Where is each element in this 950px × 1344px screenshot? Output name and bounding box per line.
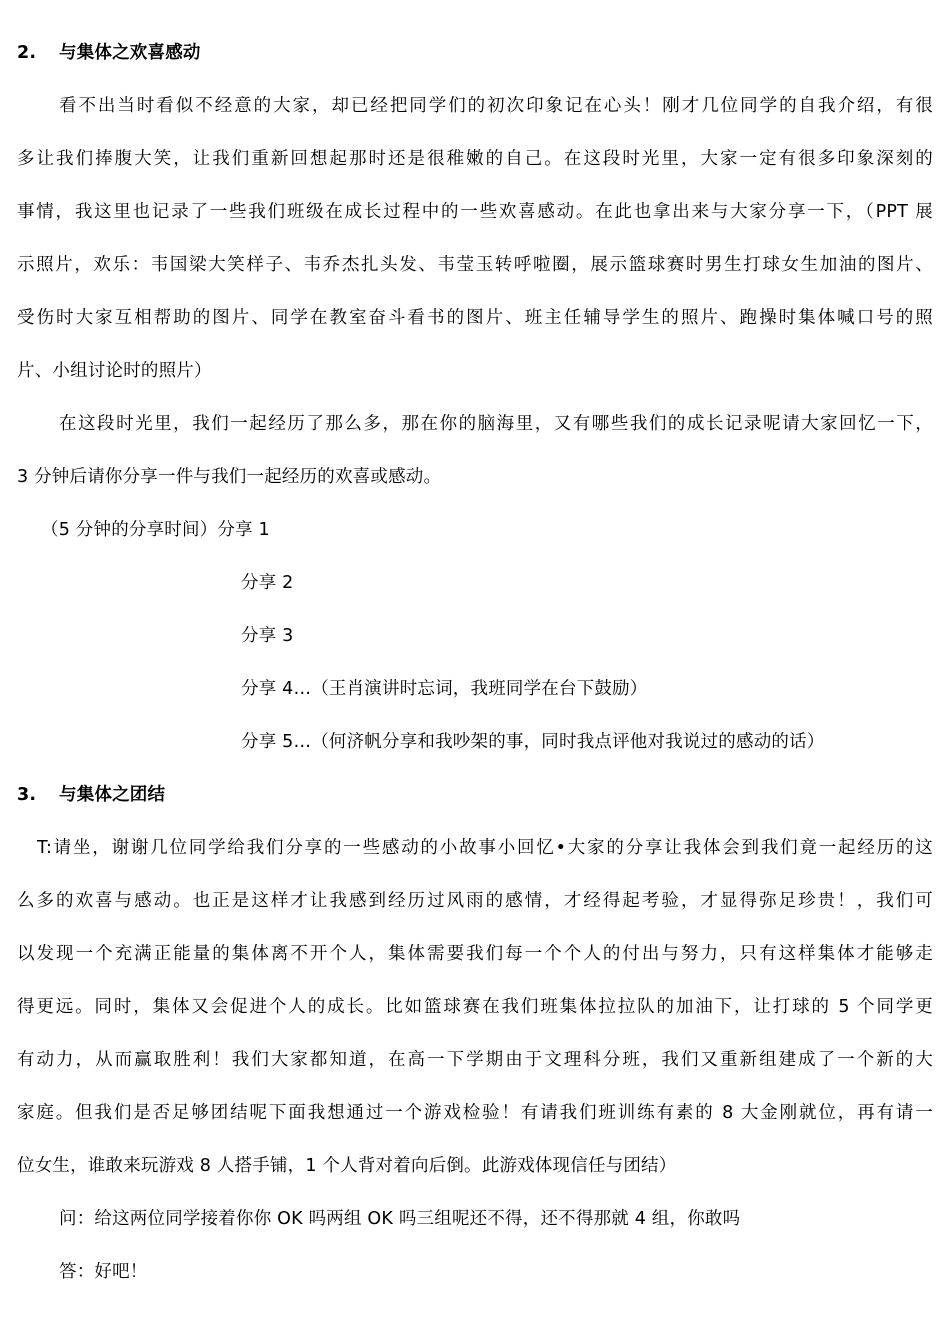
section-2-paragraph-2	[17, 398, 933, 504]
section-2-paragraph-1	[17, 80, 933, 398]
section-3-number: 3.	[17, 785, 37, 805]
share-item: （5 分钟的分享时间）分享 1	[41, 520, 270, 540]
section-2-number: 2.	[17, 43, 37, 63]
paragraph-line: 得更远。同时，集体又会促进个人的成长。比如篮球赛在我们班集体拉拉队的加油下，让打球的 5 个同学更	[17, 997, 933, 1017]
paragraph-line: 看不出当时看似不经意的大家，却已经把同学们的初次印象记在心头！刚才几位同学的自我介绍，有很	[59, 96, 933, 116]
paragraph-line: 示照片，欢乐：韦国梁大笑样子、韦乔杰扎头发、韦莹玉转呼啦圈，展示篮球赛时男生打球女生加油的图片、	[17, 255, 933, 275]
paragraph-line: 片、小组讨论时的照片）	[17, 361, 212, 381]
paragraph-line: 受伤时大家互相帮助的图片、同学在教室奋斗看书的图片、班主任辅导学生的照片、跑操时集体喊口号的照	[17, 308, 933, 328]
section-3-heading	[17, 769, 933, 822]
share-item: 分享 2	[241, 573, 294, 593]
dialogue-answer: 答：好吧！	[59, 1262, 148, 1282]
share-list	[17, 504, 933, 769]
paragraph-line: 以发现一个充满正能量的集体离不开个人，集体需要我们每一个个人的付出与努力，只有这样集体才能够走	[17, 944, 933, 964]
section-3-paragraph	[17, 822, 933, 1193]
paragraph-line: 事情，我这里也记录了一些我们班级在成长过程中的一些欢喜感动。在此也拿出来与大家分享一下，（PPT 展	[17, 202, 933, 222]
paragraph-line: 位女生，谁敢来玩游戏 8 人搭手铺，1 个人背对着向后倒。此游戏体现信任与团结）	[17, 1156, 677, 1176]
paragraph-line: 么多的欢喜与感动。也正是这样才让我感到经历过风雨的感情，才经得起考验，才显得弥足珍贵！，我们可	[17, 891, 933, 911]
section-3-title: 与集体之团结	[59, 785, 166, 805]
paragraph-line: 有动力，从而赢取胜利！我们大家都知道，在高一下学期由于文理科分班，我们又重新组建成了一个新的大	[17, 1050, 933, 1070]
dialogue-question: 问：给这两位同学接着你你 OK 吗两组 OK 吗三组呢还不得，还不得那就 4 组，你敢吗	[59, 1209, 741, 1229]
document-page	[17, 27, 933, 1299]
section-2-title: 与集体之欢喜感动	[59, 43, 201, 63]
section-2-heading	[17, 27, 933, 80]
share-item: 分享 3	[241, 626, 294, 646]
share-item: 分享 4…（王肖演讲时忘词，我班同学在台下鼓励）	[241, 679, 648, 699]
paragraph-line: T:请坐，谢谢几位同学给我们分享的一些感动的小故事小回忆•大家的分享让我体会到我们竟一起经历的这	[37, 838, 933, 858]
share-item: 分享 5…（何济帆分享和我吵架的事，同时我点评他对我说过的感动的话）	[241, 732, 825, 752]
paragraph-line: 3 分钟后请你分享一件与我们一起经历的欢喜或感动。	[17, 467, 442, 487]
paragraph-line: 在这段时光里，我们一起经历了那么多，那在你的脑海里，又有哪些我们的成长记录呢请大家回忆一下，	[59, 414, 933, 434]
paragraph-line: 家庭。但我们是否足够团结呢下面我想通过一个游戏检验！有请我们班训练有素的 8 大金刚就位，再有请一	[17, 1103, 933, 1123]
paragraph-line: 多让我们捧腹大笑，让我们重新回想起那时还是很稚嫩的自己。在这段时光里，大家一定有很多印象深刻的	[17, 149, 933, 169]
